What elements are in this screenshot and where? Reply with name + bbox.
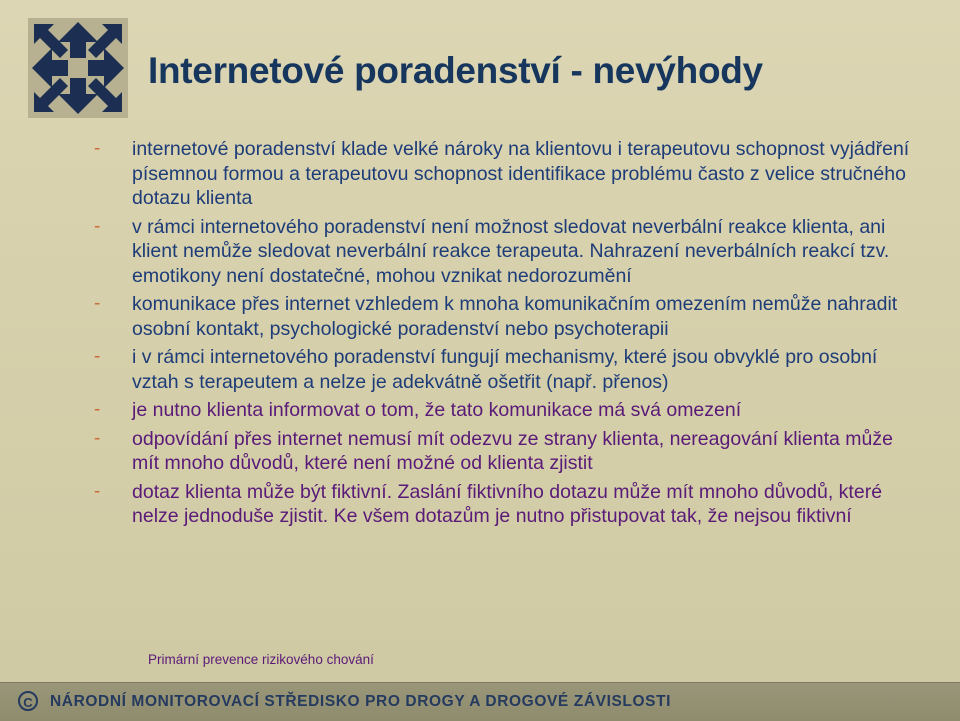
footer-bar [0,682,960,721]
four-arrows-logo-icon [28,18,128,118]
course-label: Primární prevence rizikového chování [148,652,374,667]
bullet-text: odpovídání přes internet nemusí mít odezvu ze strany klienta, nereagování klienta může mít mnoho důvodů, které není možné od klienta zjistit [132,427,893,474]
bullet-dash: - [94,346,101,367]
bullet-list [92,137,912,533]
bullet-item [92,345,912,394]
bullet-text: je nutno klienta informovat o tom, že tato komunikace má svá omezení [132,399,742,421]
bullet-item [92,427,912,476]
bullet-text: i v rámci internetového poradenství fungují mechanismy, které jsou obvyklé pro osobní vztah s terapeutem a nelze je adekvátně ošetřit (např. přenos) [132,346,878,393]
bullet-item [92,292,912,341]
bullet-dash: - [94,427,101,449]
bullet-dash: - [94,399,101,420]
bullet-item [92,137,912,211]
bullet-dash: - [94,293,101,314]
slide-title: Internetové poradenství - nevýhody [148,50,763,91]
bullet-item [92,398,912,423]
bullet-item [92,215,912,289]
bullet-item [92,480,912,529]
bullet-text: internetové poradenství klade velké nároky na klientovu i terapeutovu schopnost vyjádření písemnou formou a terapeutovu schopnost identifikace problému často z velice stručného dotazu klienta [132,138,910,209]
copyright-icon: C [18,691,38,711]
bullet-text: komunikace přes internet vzhledem k mnoha komunikačním omezením nemůže nahradit osobní kontakt, psychologické poradenství nebo psychoterapii [132,293,898,340]
bullet-text: v rámci internetového poradenství není možnost sledovat neverbální reakce klienta, ani klient nemůže sledovat neverbální reakce terapeuta. Nahrazení neverbálních reakcí tzv. emotikony není dostatečné, mohou vznikat nedorozumění [132,215,890,287]
bullet-text: dotaz klienta může být fiktivní. Zaslání fiktivního dotazu může mít mnoho důvodů, které nelze jednoduše zjistit. Ke všem dotazům je nutno přistupovat tak, že nejsou fiktivní [132,480,883,527]
bullet-dash: - [94,480,101,502]
bullet-dash: - [94,138,101,159]
bullet-dash: - [94,215,101,237]
organization-name: NÁRODNÍ MONITOROVACÍ STŘEDISKO PRO DROGY A DROGOVÉ ZÁVISLOSTI [50,693,672,710]
